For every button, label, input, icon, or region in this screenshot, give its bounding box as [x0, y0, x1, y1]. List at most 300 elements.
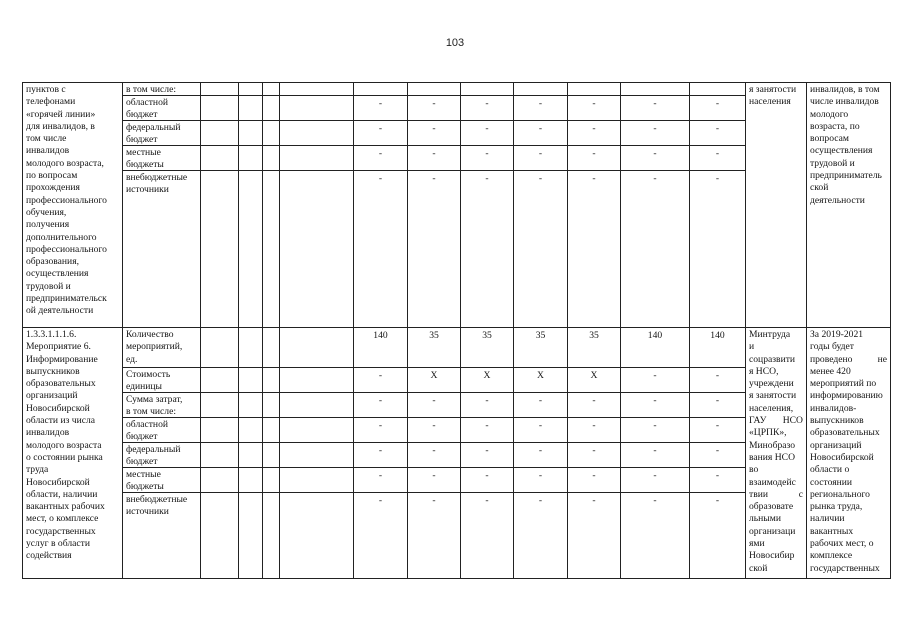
- measure-description-cell: [22, 82, 123, 328]
- cell-text-line: образовательных: [810, 427, 880, 439]
- cell-value: 140: [710, 330, 725, 341]
- cell-text-line: проведено не: [810, 353, 887, 365]
- cell-text-line: организаций: [810, 439, 862, 451]
- value-cell: [407, 417, 461, 443]
- cell-text-line: осуществления: [26, 268, 89, 280]
- cell-text-line: трудовой и: [26, 280, 71, 292]
- value-cell: [620, 170, 690, 328]
- cell-value: -: [538, 395, 543, 406]
- cell-value: -: [538, 173, 543, 184]
- cell-text-line: ГАУ НСО: [749, 415, 803, 427]
- value-cell: [620, 442, 690, 468]
- cell-value: -: [485, 148, 489, 159]
- value-cell: [513, 367, 568, 393]
- cell-text-line: дополнительного: [26, 231, 97, 243]
- cell-text-line: соцразвити: [749, 353, 796, 365]
- empty-cell: [279, 392, 354, 418]
- cell-value: -: [592, 98, 596, 109]
- value-cell: [513, 392, 568, 418]
- cell-value: -: [653, 420, 657, 431]
- expected-result-cell: [806, 82, 891, 328]
- cell-value: -: [653, 148, 657, 159]
- measure-description-cell: [22, 327, 123, 579]
- cell-text-line: наличии: [810, 513, 845, 525]
- cell-value: -: [653, 395, 657, 406]
- value-cell: [513, 95, 568, 121]
- value-cell: [407, 327, 461, 368]
- value-cell: [460, 492, 514, 579]
- empty-cell: [238, 442, 263, 468]
- cell-text-line: для инвалидов, в: [26, 120, 95, 132]
- cell-text-line: деятельности: [810, 194, 865, 206]
- cell-text-line: местные: [126, 469, 161, 480]
- cell-text-line: взаимодейс: [749, 476, 796, 488]
- indicator-cell: [122, 82, 201, 96]
- cell-text-line: населения,: [749, 402, 794, 414]
- value-cell: [353, 95, 408, 121]
- cell-text-line: выпускников: [810, 415, 864, 427]
- cell-value: X: [537, 370, 544, 381]
- value-cell: [407, 442, 461, 468]
- empty-cell: [200, 145, 239, 171]
- cell-text-line: источники: [126, 506, 169, 518]
- cell-value: -: [485, 395, 489, 406]
- value-cell: [689, 95, 746, 121]
- cell-value: -: [592, 470, 596, 481]
- cell-text-line: Количество: [126, 329, 174, 340]
- value-cell: [460, 367, 514, 393]
- indicator-cell: [122, 492, 201, 579]
- cell-text-line: учреждени: [749, 378, 794, 390]
- cell-text-line: источники: [126, 184, 169, 196]
- empty-cell: [200, 95, 239, 121]
- cell-value: -: [432, 98, 436, 109]
- cell-value: -: [592, 420, 596, 431]
- cell-value: -: [715, 98, 720, 109]
- executor-cell: [745, 82, 807, 328]
- value-cell: [460, 82, 514, 96]
- cell-value: -: [715, 420, 720, 431]
- empty-cell: [279, 145, 354, 171]
- cell-value: -: [432, 420, 436, 431]
- cell-text-line: годы будет: [810, 341, 854, 353]
- cell-text-line: телефонами: [26, 96, 76, 108]
- empty-cell: [262, 467, 280, 493]
- indicator-cell: [122, 327, 201, 368]
- cell-value: -: [432, 123, 436, 134]
- value-cell: [407, 82, 461, 96]
- value-cell: [689, 492, 746, 579]
- value-cell: [513, 82, 568, 96]
- empty-cell: [279, 467, 354, 493]
- cell-text-line: местные: [126, 147, 161, 158]
- cell-text-line: молодого возраста: [26, 439, 102, 451]
- cell-text-line: области о: [810, 464, 850, 476]
- value-cell: [620, 367, 690, 393]
- cell-text-line: осуществления: [810, 145, 873, 157]
- cell-text-line: Мероприятие 6.: [26, 341, 91, 353]
- value-cell: [407, 95, 461, 121]
- cell-text-line: бюджет: [126, 431, 158, 443]
- value-cell: [567, 145, 621, 171]
- value-cell: [460, 467, 514, 493]
- value-cell: [689, 442, 746, 468]
- cell-value: 35: [589, 330, 599, 341]
- empty-cell: [238, 120, 263, 146]
- cell-text-line: о состоянии рынка: [26, 451, 103, 463]
- cell-text-line: вания НСО: [749, 451, 795, 463]
- value-cell: [353, 417, 408, 443]
- value-cell: [620, 417, 690, 443]
- cell-value: -: [715, 445, 720, 456]
- cell-text-line: «горячей линии»: [26, 108, 96, 120]
- empty-cell: [262, 145, 280, 171]
- cell-text-line: рабочих мест, о: [810, 538, 874, 550]
- empty-cell: [238, 327, 263, 368]
- empty-cell: [200, 170, 239, 328]
- cell-value: 140: [647, 330, 663, 341]
- value-cell: [567, 442, 621, 468]
- cell-value: 35: [535, 330, 546, 341]
- value-cell: [460, 120, 514, 146]
- cell-text-line: выпускников: [26, 365, 80, 377]
- empty-cell: [279, 170, 354, 328]
- value-cell: [460, 417, 514, 443]
- indicator-cell: [122, 120, 201, 146]
- indicator-cell: [122, 170, 201, 328]
- value-cell: [567, 95, 621, 121]
- cell-text-line: мероприятий,: [126, 341, 183, 353]
- cell-text-line: по вопросам: [26, 170, 78, 182]
- cell-value: -: [653, 470, 657, 481]
- cell-text-line: том числе: [26, 133, 67, 145]
- cell-text-line: образования,: [26, 256, 80, 268]
- cell-value: 35: [482, 330, 492, 341]
- empty-cell: [279, 367, 354, 393]
- value-cell: [353, 467, 408, 493]
- value-cell: [567, 170, 621, 328]
- cell-value: -: [653, 495, 657, 506]
- value-cell: [567, 417, 621, 443]
- cell-value: -: [592, 395, 596, 406]
- cell-value: -: [485, 470, 489, 481]
- value-cell: [689, 327, 746, 368]
- empty-cell: [262, 392, 280, 418]
- value-cell: [567, 467, 621, 493]
- cell-text-line: предприниматель: [810, 170, 882, 182]
- cell-value: 140: [373, 330, 388, 341]
- cell-text-line: и: [749, 341, 755, 353]
- cell-text-line: во: [749, 464, 759, 476]
- value-cell: [620, 145, 690, 171]
- value-cell: [460, 145, 514, 171]
- value-cell: [620, 95, 690, 121]
- cell-text-line: мероприятий по: [810, 378, 877, 390]
- empty-cell: [200, 467, 239, 493]
- cell-text-line: я НСО,: [749, 365, 779, 377]
- cell-text-line: Новосибирской: [26, 402, 90, 414]
- empty-cell: [200, 82, 239, 96]
- cell-value: -: [653, 173, 657, 184]
- cell-value: X: [430, 370, 438, 381]
- cell-text-line: ской: [749, 562, 768, 574]
- cell-value: -: [485, 123, 489, 134]
- empty-cell: [279, 120, 354, 146]
- value-cell: [460, 170, 514, 328]
- cell-text-line: ями: [749, 538, 765, 550]
- cell-text-line: регионального: [810, 488, 870, 500]
- cell-value: -: [378, 395, 383, 406]
- empty-cell: [262, 95, 280, 121]
- cell-text-line: в том числе:: [126, 406, 177, 418]
- empty-cell: [279, 417, 354, 443]
- cell-value: -: [653, 123, 657, 134]
- cell-text-line: вакантных: [810, 525, 854, 537]
- value-cell: [567, 327, 621, 368]
- cell-text-line: «ЦРПК»,: [749, 427, 787, 439]
- cell-value: X: [590, 370, 598, 381]
- cell-text-line: профессионального: [26, 194, 107, 206]
- value-cell: [567, 82, 621, 96]
- cell-text-line: мест, о комплексе: [26, 513, 99, 525]
- cell-text-line: федеральный: [126, 444, 181, 455]
- cell-text-line: государственных: [26, 525, 96, 537]
- cell-value: -: [538, 98, 543, 109]
- cell-value: -: [378, 148, 383, 159]
- empty-cell: [262, 120, 280, 146]
- empty-cell: [238, 145, 263, 171]
- cell-text-line: образовательных: [26, 378, 96, 390]
- cell-value: -: [592, 148, 596, 159]
- cell-text-line: предпринимательск: [26, 293, 107, 305]
- empty-cell: [279, 442, 354, 468]
- cell-value: -: [432, 445, 436, 456]
- value-cell: [689, 120, 746, 146]
- cell-value: -: [432, 495, 436, 506]
- value-cell: [353, 82, 408, 96]
- cell-text-line: менее 420: [810, 365, 851, 377]
- cell-text-line: ой деятельности: [26, 305, 94, 317]
- cell-text-line: молодого: [810, 108, 849, 120]
- cell-text-line: вакантных рабочих: [26, 501, 105, 513]
- value-cell: [689, 417, 746, 443]
- value-cell: [620, 327, 690, 368]
- cell-value: -: [432, 148, 436, 159]
- cell-text-line: инвалидов, в том: [810, 84, 880, 95]
- empty-cell: [262, 442, 280, 468]
- cell-value: -: [485, 495, 489, 506]
- cell-text-line: возраста, по: [810, 120, 860, 132]
- cell-text-line: За 2019-2021: [810, 329, 864, 340]
- cell-text-line: услуг в области: [26, 538, 90, 550]
- cell-text-line: государственных: [810, 562, 880, 574]
- cell-value: -: [538, 470, 543, 481]
- value-cell: [513, 145, 568, 171]
- value-cell: [689, 170, 746, 328]
- value-cell: [513, 442, 568, 468]
- empty-cell: [200, 120, 239, 146]
- cell-value: -: [485, 445, 489, 456]
- empty-cell: [200, 492, 239, 579]
- cell-text-line: в том числе:: [126, 84, 177, 95]
- value-cell: [567, 392, 621, 418]
- cell-value: -: [378, 98, 383, 109]
- cell-value: -: [715, 370, 720, 381]
- cell-value: -: [538, 123, 543, 134]
- value-cell: [513, 492, 568, 579]
- cell-text-line: Стоимость: [126, 369, 171, 380]
- indicator-cell: [122, 392, 201, 418]
- value-cell: [407, 492, 461, 579]
- cell-text-line: Новосибирской: [26, 476, 90, 488]
- cell-value: 35: [429, 330, 439, 341]
- cell-text-line: Минтруда: [749, 329, 791, 340]
- cell-text-line: вопросам: [810, 133, 849, 145]
- cell-text-line: Новосибирской: [810, 451, 874, 463]
- empty-cell: [238, 467, 263, 493]
- value-cell: [513, 467, 568, 493]
- cell-value: -: [432, 470, 436, 481]
- cell-value: -: [378, 420, 383, 431]
- cell-text-line: области из числа: [26, 415, 96, 427]
- empty-cell: [262, 492, 280, 579]
- cell-value: -: [538, 445, 543, 456]
- value-cell: [353, 327, 408, 368]
- cell-text-line: пунктов с: [26, 84, 66, 95]
- page-number: 103: [445, 37, 465, 49]
- cell-text-line: труда: [26, 464, 49, 476]
- cell-text-line: внебюджетные: [126, 494, 188, 505]
- empty-cell: [262, 327, 280, 368]
- cell-text-line: рынка труда,: [810, 501, 863, 513]
- empty-cell: [200, 367, 239, 393]
- value-cell: [407, 467, 461, 493]
- value-cell: [407, 120, 461, 146]
- cell-text-line: состоянии: [810, 476, 853, 488]
- cell-text-line: Минобразо: [749, 439, 796, 451]
- value-cell: [353, 442, 408, 468]
- cell-text-line: бюджеты: [126, 159, 164, 171]
- cell-value: -: [378, 470, 383, 481]
- indicator-cell: [122, 467, 201, 493]
- value-cell: [353, 120, 408, 146]
- cell-value: -: [378, 445, 383, 456]
- cell-text-line: инвалидов: [26, 427, 70, 439]
- value-cell: [689, 145, 746, 171]
- cell-text-line: бюджет: [126, 109, 158, 121]
- value-cell: [407, 145, 461, 171]
- cell-value: -: [538, 148, 543, 159]
- cell-text-line: я занятости: [749, 84, 797, 95]
- empty-cell: [200, 417, 239, 443]
- cell-text-line: молодого возраста,: [26, 157, 104, 169]
- cell-text-line: информированию: [810, 390, 883, 402]
- cell-text-line: числе инвалидов: [810, 96, 879, 108]
- cell-value: -: [592, 123, 596, 134]
- cell-text-line: содействия: [26, 550, 72, 562]
- cell-text-line: областной: [126, 419, 169, 430]
- cell-value: -: [592, 173, 596, 184]
- cell-text-line: ед.: [126, 353, 138, 365]
- value-cell: [353, 170, 408, 328]
- indicator-cell: [122, 417, 201, 443]
- cell-text-line: льными: [749, 513, 781, 525]
- value-cell: [513, 120, 568, 146]
- value-cell: [620, 492, 690, 579]
- cell-value: -: [378, 123, 383, 134]
- value-cell: [513, 417, 568, 443]
- cell-value: -: [653, 445, 657, 456]
- cell-text-line: образовате: [749, 501, 794, 513]
- cell-value: -: [592, 495, 596, 506]
- value-cell: [689, 467, 746, 493]
- cell-text-line: единицы: [126, 381, 162, 393]
- value-cell: [460, 327, 514, 368]
- cell-text-line: ской: [810, 182, 829, 194]
- value-cell: [689, 367, 746, 393]
- cell-text-line: областной: [126, 97, 169, 108]
- cell-text-line: организаци: [749, 525, 796, 537]
- cell-value: -: [592, 445, 596, 456]
- value-cell: [620, 82, 690, 96]
- empty-cell: [238, 95, 263, 121]
- cell-text-line: трудовой и: [810, 157, 855, 169]
- cell-text-line: твии с: [749, 488, 803, 500]
- cell-value: -: [432, 395, 436, 406]
- empty-cell: [262, 367, 280, 393]
- cell-value: -: [715, 148, 720, 159]
- value-cell: [620, 467, 690, 493]
- cell-text-line: области, наличии: [26, 488, 98, 500]
- value-cell: [353, 392, 408, 418]
- cell-text-line: комплексе: [810, 550, 853, 562]
- cell-text-line: Новосибир: [749, 550, 795, 562]
- empty-cell: [238, 367, 263, 393]
- empty-cell: [238, 170, 263, 328]
- cell-text-line: внебюджетные: [126, 172, 188, 183]
- empty-cell: [238, 392, 263, 418]
- empty-cell: [238, 82, 263, 96]
- cell-value: -: [715, 495, 720, 506]
- cell-text-line: бюджет: [126, 134, 158, 146]
- cell-text-line: обучения,: [26, 206, 67, 218]
- cell-text-line: профессионального: [26, 243, 107, 255]
- cell-text-line: Сумма затрат,: [126, 394, 183, 405]
- cell-value: -: [653, 98, 657, 109]
- cell-text-line: бюджет: [126, 456, 158, 468]
- cell-value: -: [485, 173, 489, 184]
- cell-value: -: [432, 173, 436, 184]
- value-cell: [460, 392, 514, 418]
- value-cell: [353, 367, 408, 393]
- cell-text-line: бюджеты: [126, 481, 164, 493]
- empty-cell: [279, 95, 354, 121]
- cell-value: -: [378, 370, 383, 381]
- cell-text-line: Информирование: [26, 353, 98, 365]
- cell-text-line: 1.3.3.1.1.1.6.: [26, 329, 77, 340]
- cell-value: -: [715, 123, 720, 134]
- empty-cell: [262, 82, 280, 96]
- value-cell: [353, 492, 408, 579]
- empty-cell: [238, 417, 263, 443]
- cell-value: -: [378, 173, 383, 184]
- cell-value: -: [485, 98, 489, 109]
- cell-text-line: получения: [26, 219, 70, 231]
- value-cell: [407, 367, 461, 393]
- cell-text-line: инвалидов-: [810, 402, 857, 414]
- value-cell: [567, 367, 621, 393]
- empty-cell: [279, 82, 354, 96]
